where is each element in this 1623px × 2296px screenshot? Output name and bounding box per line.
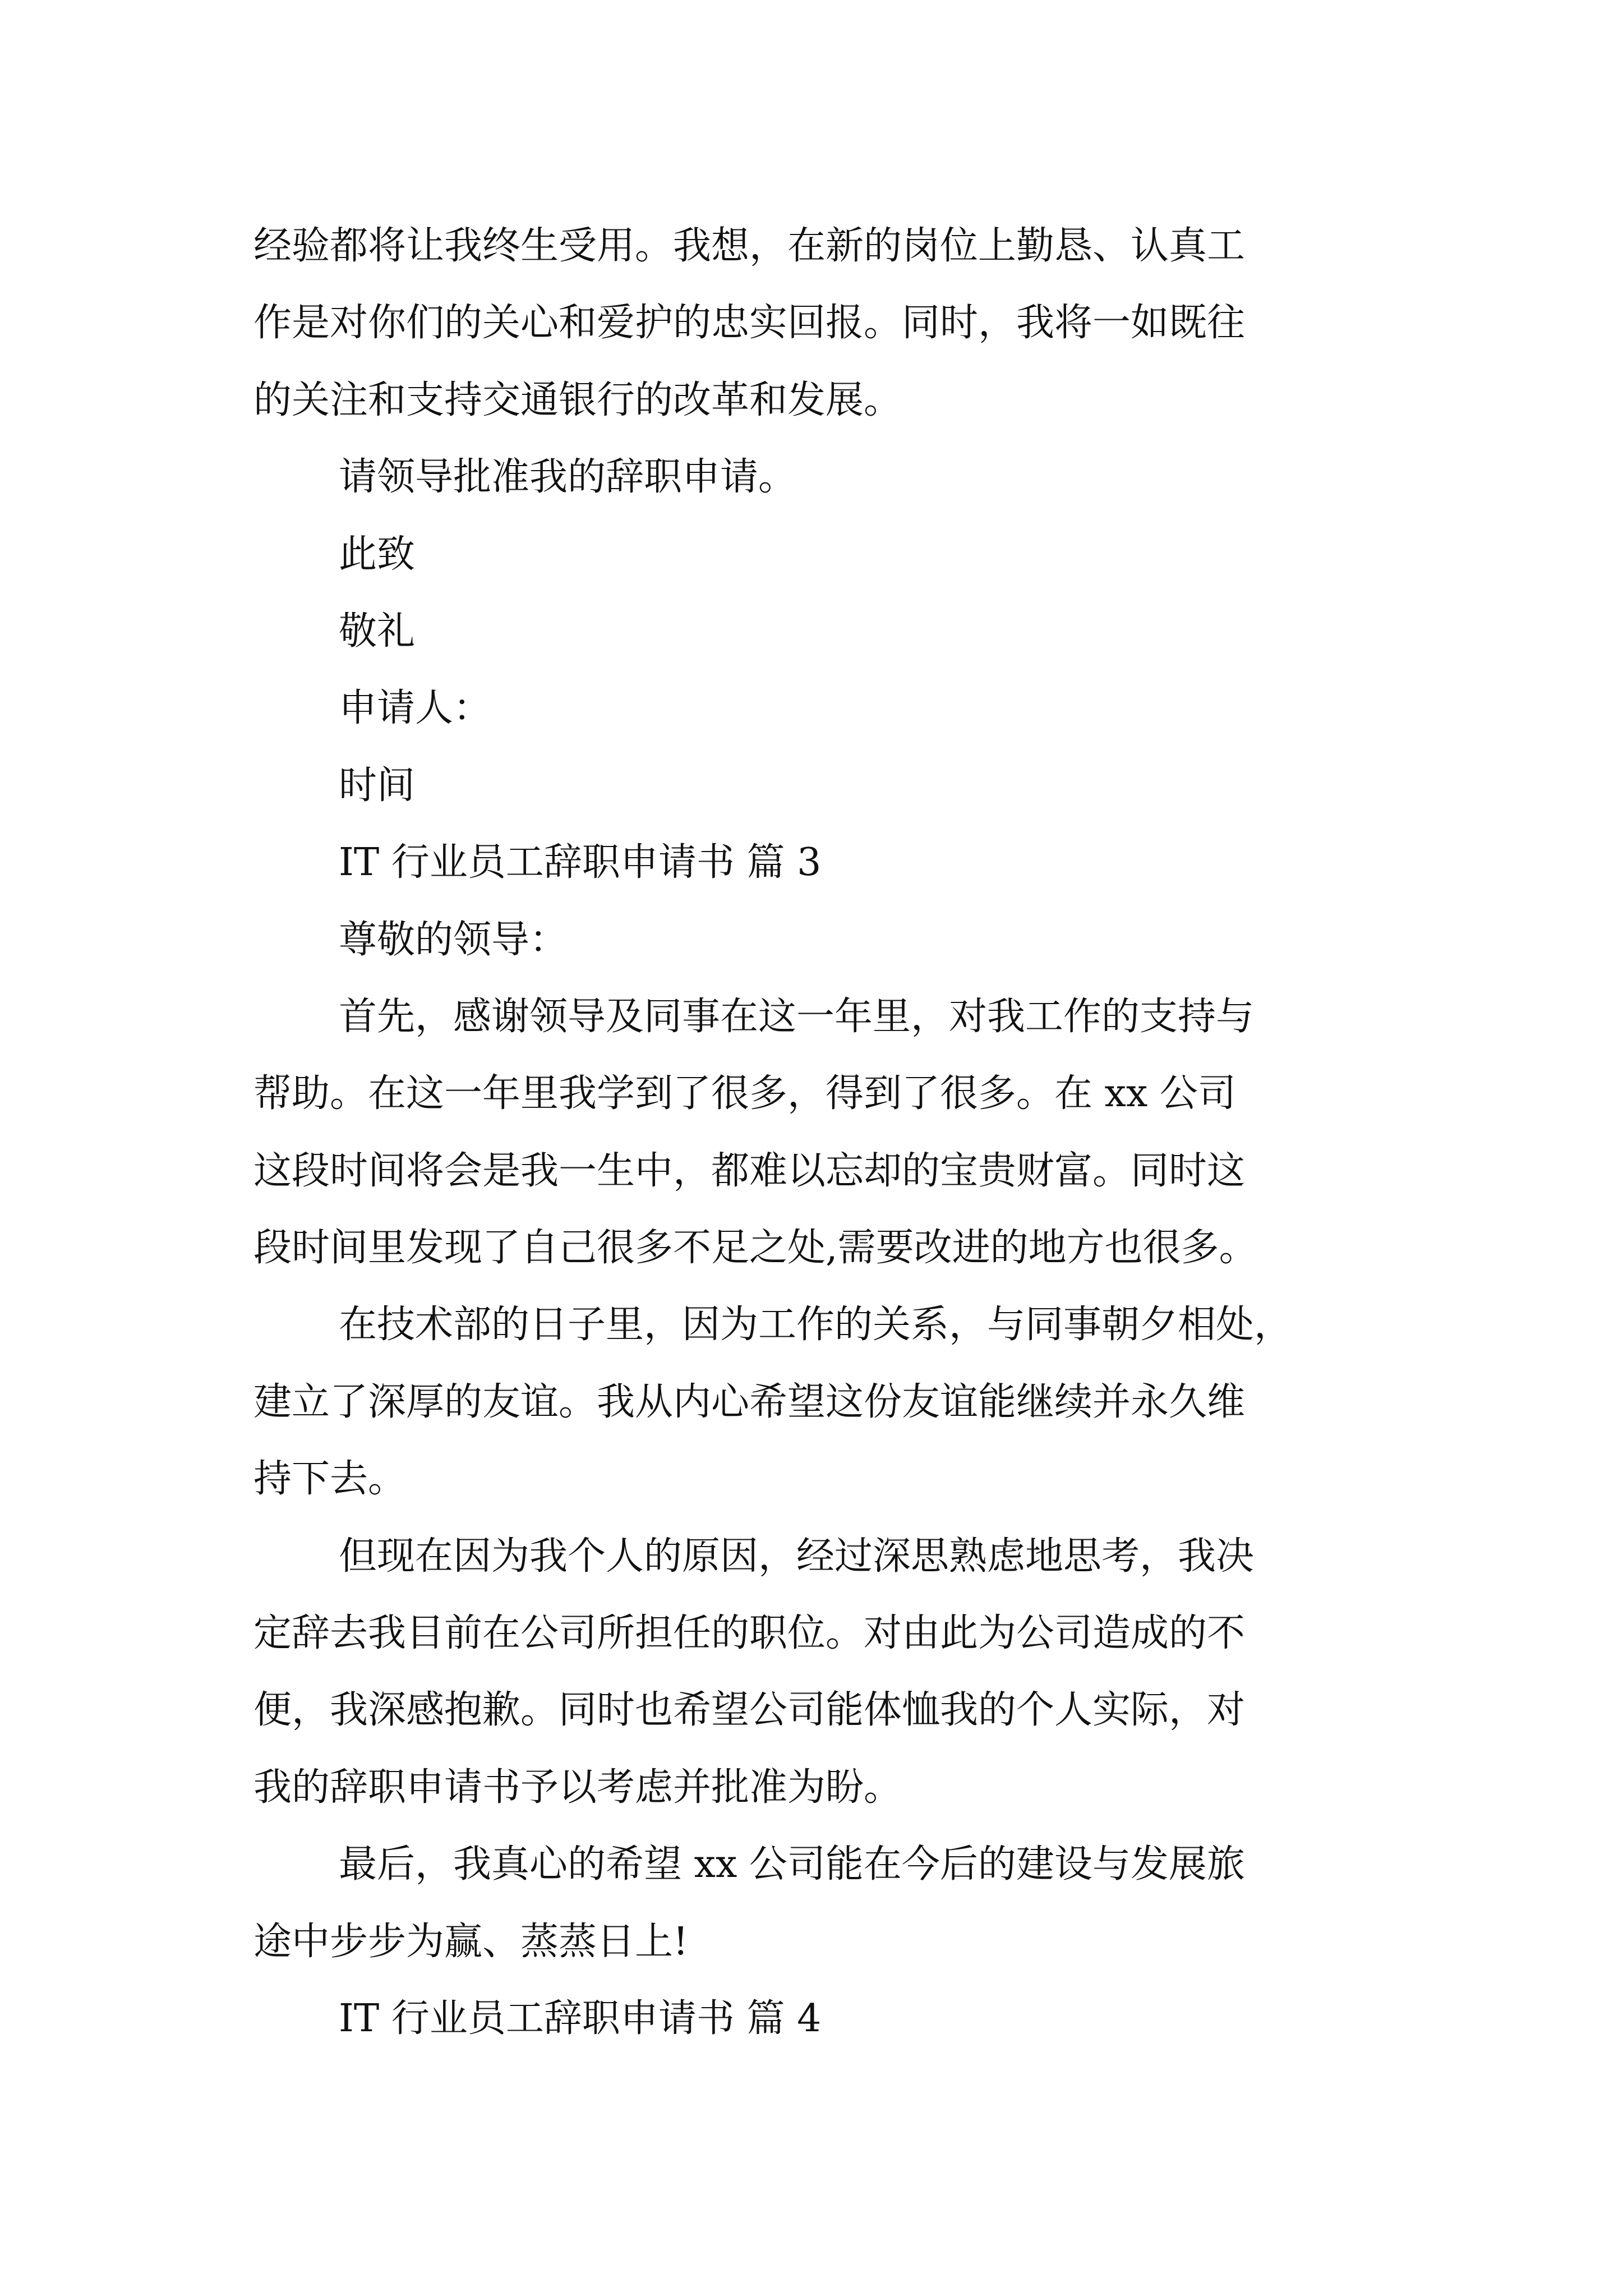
text-line: 的关注和支持交通银行的改革和发展。 — [253, 378, 902, 422]
text-line: 我的辞职申请书予以考虑并批准为盼。 — [253, 1765, 902, 1810]
text-line: 持下去。 — [253, 1457, 407, 1502]
text-line: 帮助。在这一年里我学到了很多，得到了很多。在 xx 公司 — [253, 1071, 1236, 1116]
text-line: 最后，我真心的希望 xx 公司能在今后的建设与发展旅 — [339, 1842, 1245, 1887]
text-line: 定辞去我目前在公司所担任的职位。对由此为公司造成的不 — [253, 1611, 1246, 1656]
date-label: 时间 — [339, 763, 416, 808]
text-line: 但现在因为我个人的原因，经过深思熟虑地思考，我决 — [339, 1534, 1255, 1579]
text-line: 这段时间将会是我一生中，都难以忘却的宝贵财富。同时这 — [253, 1148, 1246, 1193]
text-line: 段时间里发现了自己很多不足之处,需要改进的地方也很多。 — [253, 1226, 1257, 1271]
text-line: 便，我深感抱歉。同时也希望公司能体恤我的个人实际，对 — [253, 1688, 1246, 1733]
text-line: 作是对你们的关心和爱护的忠实回报。同时，我将一如既往 — [253, 301, 1246, 346]
document-page — [253, 208, 1392, 2057]
text-line: 在技术部的日子里，因为工作的关系，与同事朝夕相处， — [339, 1303, 1293, 1347]
text-line: 建立了深厚的友谊。我从内心希望这份友谊能继续并永久维 — [253, 1379, 1246, 1424]
text-line: 经验都将让我终生受用。我想，在新的岗位上勤恳、认真工 — [253, 224, 1246, 268]
text-line: 请领导批准我的辞职申请。 — [339, 455, 797, 500]
section-heading: IT 行业员工辞职申请书 篇 4 — [339, 1996, 822, 2041]
applicant-label: 申请人： — [339, 686, 492, 731]
closing-line: 敬礼 — [339, 609, 416, 654]
text-line: 途中步步为赢、蒸蒸日上! — [253, 1919, 689, 1964]
text-line: 首先，感谢领导及同事在这一年里，对我工作的支持与 — [339, 994, 1255, 1039]
salutation: 尊敬的领导： — [339, 917, 568, 962]
section-heading: IT 行业员工辞职申请书 篇 3 — [339, 840, 822, 885]
closing-line: 此致 — [339, 532, 416, 577]
